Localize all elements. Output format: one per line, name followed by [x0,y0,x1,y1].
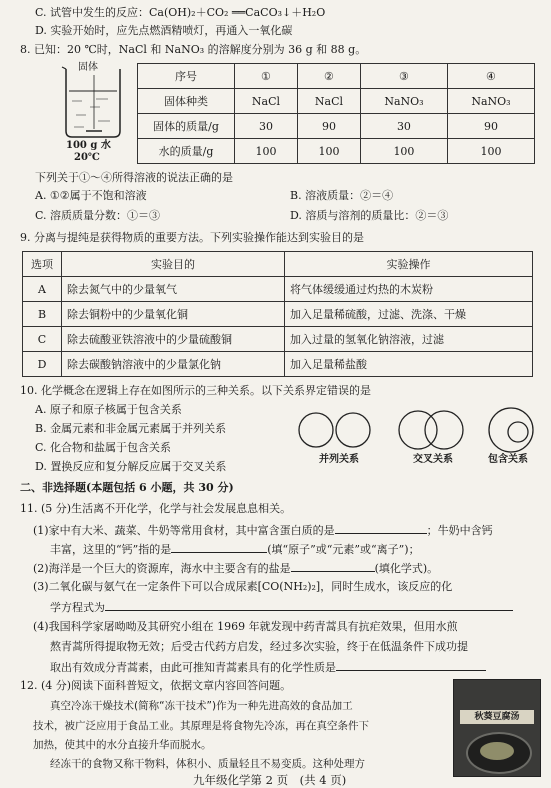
table-cell: 除去铜粉中的少量氧化铜 [62,302,285,327]
table-row [138,89,535,114]
table-row [23,277,533,302]
q8-option-b: B. 溶液质量：②＝④ [290,189,394,202]
table-cell: NaNO₃ [360,89,447,114]
option-c-top: C. 试管中发生的反应：Ca(OH)₂＋CO₂ ══CaCO₃↓＋H₂O [35,6,326,19]
separation-table [22,251,533,377]
product-food-icon [480,742,514,760]
q11-4-line1: (4)我国科学家屠呦呦及其研究小组在 1969 年就发现中药青蒿具有抗疟效果，但用水煎 [33,620,458,633]
passage-line-4: 经冻干的食物又称干物料，体积小、质量轻且不易变质。这种处理方 [50,758,365,770]
table-cell: 30 [235,114,298,139]
table-cell: 固体种类 [138,89,235,114]
q11-1-text-b: ；牛奶中含钙 [426,524,493,537]
answer-blank[interactable] [105,599,513,611]
table-cell: B [23,302,62,327]
question-11: 11. (5 分)生活离不开化学，化学与社会发展息息相关。 [20,502,292,515]
table-header-cell: ② [297,64,360,89]
question-8: 8. 已知：20 ℃时，NaCl 和 NaNO₃ 的溶解度分别为 36 g 和 88 g。 [20,43,367,56]
q11-2-text-b: (填化学式)。 [374,562,439,575]
q8-option-c: C. 溶质质量分数：①＝③ [35,209,161,222]
temp-label: 20℃ [74,152,100,163]
q8-option-d: D. 溶质与溶剂的质量比：②＝③ [290,209,449,222]
water-label: 100 g 水 [66,140,111,151]
table-cell: NaNO₃ [447,89,534,114]
table-cell: 30 [360,114,447,139]
table-cell: D [23,352,62,377]
table-cell: 100 [360,139,447,164]
q11-1-text-d: (填“原子”或“元素”或“离子”)； [267,543,420,556]
table-cell: NaCl [235,89,298,114]
q11-1-text-a: (1)家中有大米、蔬菜、牛奶等常用食材，其中富含蛋白质的是 [33,524,335,537]
question-9: 9. 分离与提纯是获得物质的重要方法。下列实验操作能达到实验目的是 [20,231,364,244]
parallel-circle-right [336,413,370,447]
q11-4-line2: 熬青蒿所得提取物无效；后受古代药方启发，经过多次实验，终于在低温条件下成功提 [50,640,468,653]
table-row [138,114,535,139]
table-cell: 90 [447,114,534,139]
table-cell: 加入过量的氢氧化钠溶液，过滤 [285,327,533,352]
solid-label: 固体 [78,62,98,73]
q11-1-line1 [33,522,493,538]
table-header-cell: 序号 [138,64,235,89]
table-row [23,302,533,327]
table-row [23,327,533,352]
question-10: 10. 化学概念在逻辑上存在如图所示的三种关系。以下关系界定错误的是 [20,384,371,397]
q8-stem: 下列关于①～④所得溶液的说法正确的是 [35,171,233,184]
table-cell: 90 [297,114,360,139]
q11-4-line3 [50,659,486,675]
answer-blank[interactable] [171,541,267,553]
table-header-cell: 实验目的 [62,252,285,277]
passage-line-1: 真空冷冻干燥技术(简称“冻干技术”)作为一种先进高效的食品加工 [50,700,353,712]
label-intersect: 交叉关系 [413,454,453,465]
passage-line-3: 加热，使其中的水分直接升华而脱水。 [33,739,212,751]
table-header-cell: ③ [360,64,447,89]
answer-blank[interactable] [336,659,486,671]
q11-3-line2 [50,599,513,615]
option-d-top: D. 实验开始时，应先点燃酒精喷灯，再通入一氧化碳 [35,24,293,37]
table-cell: 100 [447,139,534,164]
q11-1-text-c: 丰富，这里的“钙”指的是 [50,543,172,556]
q11-3-text-b: 学方程式为 [50,601,105,614]
answer-blank[interactable] [291,560,375,572]
table-cell: 除去碳酸钠溶液中的少量氯化钠 [62,352,285,377]
beaker-figure [56,61,134,165]
q10-option-a: A. 原子和原子核属于包含关系 [35,403,182,416]
product-photo [453,679,541,777]
table-header-cell: ④ [447,64,534,89]
table-cell: 除去氮气中的少量氧气 [62,277,285,302]
q11-4-text-c: 取出有效成分青蒿素，由此可推知青蒿素具有的化学性质是 [50,661,336,674]
table-cell: 100 [297,139,360,164]
table-header-cell: 选项 [23,252,62,277]
q11-2-line [33,560,438,576]
table-header-cell: ① [235,64,298,89]
product-label: 秋葵豆腐汤 [460,710,534,724]
q10-option-b: B. 金属元素和非金属元素属于并列关系 [35,422,227,435]
table-row [23,352,533,377]
label-parallel: 并列关系 [319,454,359,465]
q10-option-d: D. 置换反应和复分解反应属于交叉关系 [35,460,227,473]
section-2-heading: 二、非选择题(本题包括 6 小题，共 30 分) [20,481,234,494]
question-12: 12. (4 分)阅读下面科普短文，依据文章内容回答问题。 [20,679,292,692]
table-cell: 100 [235,139,298,164]
table-cell: NaCl [297,89,360,114]
table-cell: 加入足量稀盐酸 [285,352,533,377]
table-cell: C [23,327,62,352]
containing-circle-outer [489,408,533,452]
table-header-cell: 实验操作 [285,252,533,277]
q11-1-line2 [50,541,420,557]
table-cell: 水的质量/g [138,139,235,164]
table-cell: 加入足量稀硫酸，过滤、洗涤、干燥 [285,302,533,327]
q11-2-text-a: (2)海洋是一个巨大的资源库，海水中主要含有的盐是 [33,562,291,575]
table-cell: A [23,277,62,302]
q10-option-c: C. 化合物和盐属于包含关系 [35,441,172,454]
intersect-circle-right [425,411,463,449]
q11-3-line1: (3)二氧化碳与氨气在一定条件下可以合成尿素[CO(NH₂)₂]，同时生成水，该反应的化 [33,580,453,593]
table-row [138,64,535,89]
page-footer: 九年级化学第 2 页 (共 4 页) [193,773,347,787]
parallel-circle-left [299,413,333,447]
table-row [138,139,535,164]
table-cell: 除去硫酸亚铁溶液中的少量硫酸铜 [62,327,285,352]
answer-blank[interactable] [335,522,427,534]
table-row [23,252,533,277]
passage-line-2: 技术，被广泛应用于食品工业。其原理是将食物先冷冻，再在真空条件下 [33,720,369,732]
solubility-table [137,63,535,164]
table-cell: 将气体缓缓通过灼热的木炭粉 [285,277,533,302]
table-cell: 固体的质量/g [138,114,235,139]
q8-option-a: A. ①②属于不饱和溶液 [35,189,147,202]
containing-circle-inner [508,422,528,442]
label-contain: 包含关系 [488,454,528,465]
